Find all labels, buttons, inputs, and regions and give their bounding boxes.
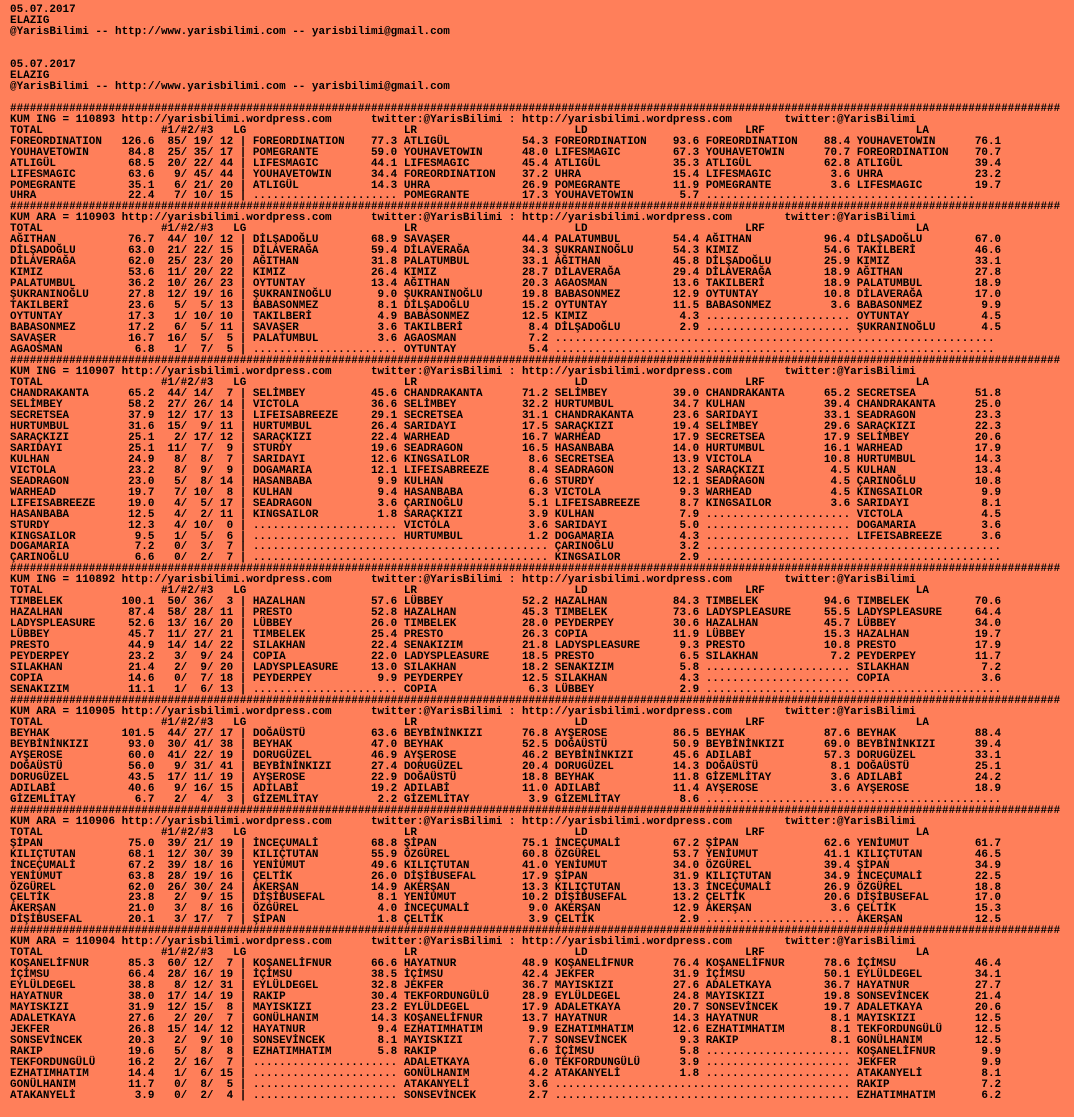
report-line: LIFEISABREEZE 19.0 4/ 5/ 17 | SEADRAGON 3.6 ÇARINOĞLU 5.1 LIFEISABREEZE 8.7 KINGSAILOR 3.6 SARIDAYI 8.1 bbox=[10, 497, 1002, 510]
report-line: SARIDAYI 25.1 11/ 7/ 9 | STURDY 19.6 SEADRAGON 16.5 HASANBABA 14.0 HURTUMBUL 16.1 WARHEAD 17.9 bbox=[10, 442, 1002, 455]
report-line: SARAÇKIZI 25.1 2/ 17/ 12 | SARAÇKIZI 22.4 WARHEAD 16.7 WARHEAD 17.9 SECRETSEA 17.9 SELİMBEY 20.6 bbox=[10, 431, 1002, 444]
report-line: ################################################################################################################################################################ bbox=[10, 102, 1061, 115]
report-line: DİŞİBUSEFAL 20.1 3/ 17/ 7 | ŞİPAN 1.8 ÇELTİK 3.9 ÇELTİK 2.9 ...................... AKERŞAN 12.5 bbox=[10, 914, 1002, 927]
report-line: HAZALHAN 87.4 58/ 28/ 11 | PRESTO 52.8 HAZALHAN 45.3 TIMBELEK 73.6 LADYSPLEASURE 55.5 LADYSPLEASURE 64.4 bbox=[10, 607, 1002, 620]
report-line: KUM ARA = 110906 http://yarisbilimi.wordpress.com twitter:@YarisBilimi : http://yarisbilimi.wordpress.com twitter:@YarisBilimi bbox=[10, 815, 916, 828]
report-line: 05.07.2017 bbox=[10, 58, 76, 71]
report-line: ÖZGÜREL 62.0 26/ 30/ 24 | AKERŞAN 14.9 AKERŞAN 13.3 KILIÇTUTAN 13.3 İNCEÇUMALİ 26.9 ÖZGÜREL 18.8 bbox=[10, 881, 1002, 894]
report-line: DİLŞADOĞLU 63.0 21/ 22/ 15 | DİLAVERAĞA 59.4 DİLAVERAĞA 34.3 ŞUKRANINOĞLU 54.3 KIMIZ 54.6 TAKILBERİ 46.6 bbox=[10, 245, 1002, 258]
report-line: YENİUMUT 63.8 28/ 19/ 16 | ÇELTİK 26.0 DİŞİBUSEFAL 17.9 ŞİPAN 31.9 KILIÇTUTAN 34.9 İNCEÇUMALİ 22.5 bbox=[10, 870, 1002, 883]
report-line: @YarisBilimi -- http://www.yarisbilimi.com -- yarisbilimi@gmail.com bbox=[10, 25, 450, 38]
report-line: DOĞAÜSTÜ 56.0 9/ 31/ 41 | BEYBİNİNKIZI 27.4 DORUGÜZEL 20.4 DORUGÜZEL 14.3 DOĞAÜSTÜ 8.1 DOĞAÜSTÜ 25.1 bbox=[10, 760, 1002, 773]
report-line: TOTAL #1/#2/#3 LG LR LD LRF LA bbox=[10, 376, 929, 389]
report-line: KUM ARA = 110905 http://yarisbilimi.wordpress.com twitter:@YarisBilimi : http://yarisbilimi.wordpress.com twitter:@YarisBilimi bbox=[10, 706, 916, 718]
report-line: OYTUNTAY 17.3 1/ 10/ 10 | TAKILBERİ 4.9 BABASONMEZ 12.5 KIMIZ 4.3 ...................... OYTUNTAY 4.5 bbox=[10, 311, 1002, 324]
report-line: ################################################################################################################################################################ bbox=[10, 925, 1061, 938]
report-line: SILAKHAN 21.4 2/ 9/ 20 | LADYSPLEASURE 13.0 SILAKHAN 18.2 SENAKIZIM 5.8 ...................... SILAKHAN 7.2 bbox=[10, 662, 1002, 675]
report-line: POMEGRANTE 35.1 6/ 21/ 20 | ATLIGÜL 14.3 UHRA 26.9 POMEGRANTE 11.9 POMEGRANTE 3.6 LIFESMAGIC 19.7 bbox=[10, 179, 1002, 192]
report-line: HURTUMBUL 31.6 15/ 9/ 11 | HURTUMBUL 26.4 SARIDAYI 17.5 SARAÇKIZI 19.4 SELİMBEY 29.6 SARAÇKIZI 22.3 bbox=[10, 420, 1002, 433]
report-line: MAYISKIZI 31.9 12/ 15/ 8 | MAYISKIZI 23.2 EYLÜLDEGEL 17.9 ADALETKAYA 20.7 SONSEVİNCEK 19.7 ADALETKAYA 20.6 bbox=[10, 1002, 1002, 1015]
report-line: GONÜLHANIM 11.7 0/ 8/ 5 | ...................... ATAKANYELİ 3.6 ............................................. RAKIP 7.2 bbox=[10, 1078, 1002, 1091]
report-line: EZHATIMHATIM 14.4 1/ 6/ 15 | ...................... GONÜLHANIM 4.2 ATAKANYELİ 1.8 ...................... ATAKANYELİ 8.1 bbox=[10, 1067, 1002, 1080]
report-line: İNCEÇUMALİ 67.2 39/ 18/ 16 | YENİUMUT 49.6 KILIÇTUTAN 41.0 YENİUMUT 34.0 ÖZGÜREL 39.4 ŞİPAN 34.9 bbox=[10, 859, 1002, 872]
report-line: SELİMBEY 58.2 27/ 26/ 14 | VICTOLA 36.6 SELİMBEY 32.2 HURTUMBUL 34.7 KULHAN 39.4 CHANDRAKANTA 25.0 bbox=[10, 398, 1002, 411]
report-line: HASANBABA 12.5 4/ 2/ 11 | KINGSAILOR 1.8 SARAÇKIZI 3.9 KULHAN 7.9 ...................... VICTOLA 4.5 bbox=[10, 508, 1002, 521]
report-line: ATLIGÜL 68.5 20/ 22/ 44 | LIFESMAGIC 44.1 LIFESMAGIC 45.4 ATLIGÜL 35.3 ATLIGÜL 62.8 ATLIGÜL 39.4 bbox=[10, 157, 1002, 170]
report-line: BEYBİNİNKIZI 93.0 30/ 41/ 38 | BEYHAK 47.0 BEYHAK 52.5 DOĞAÜSTÜ 50.9 BEYBİNİNKIZI 69.0 BEYBİNİNKIZI 39.4 bbox=[10, 738, 1002, 751]
report-line: BABASONMEZ 17.2 6/ 5/ 11 | SAVAŞER 3.6 TAKILBERİ 8.4 DİLŞADOĞLU 2.9 ...................... ŞUKRANINOĞLU 4.5 bbox=[10, 322, 1002, 335]
report-line: DOGAMARIA 7.2 0/ 3/ 7 | ............................................. ÇARINOĞLU 3.2 ............................................. bbox=[10, 541, 1002, 554]
report-line: SONSEVİNCEK 20.3 2/ 9/ 10 | SONSEVİNCEK 8.1 MAYISKIZI 7.7 SONSEVİNCEK 9.3 RAKIP 8.1 GONÜLHANIM 12.5 bbox=[10, 1035, 1002, 1048]
report-line: JEKFER 26.8 15/ 14/ 12 | HAYATNUR 9.4 EZHATIMHATIM 9.9 EZHATIMHATIM 12.6 EZHATIMHATIM 8.1 TEKFORDUNGÜLÜ 12.5 bbox=[10, 1024, 1002, 1037]
report-line: FOREORDINATION 126.6 85/ 19/ 12 | FOREORDINATION 77.3 ATLIGÜL 54.3 FOREORDINATION 93.6 FOREORDINATION 88.4 YOUHAVETOWIN 76.1 bbox=[10, 135, 1002, 148]
report-line: WARHEAD 19.7 7/ 10/ 8 | KULHAN 9.4 HASANBABA 6.3 VICTOLA 9.3 WARHEAD 4.5 KINGSAILOR 9.9 bbox=[10, 486, 1002, 499]
report-line: PEYDERPEY 23.2 3/ 9/ 24 | COPIA 22.0 LADYSPLEASURE 18.5 PRESTO 6.5 SILAKHAN 7.2 PEYDERPEY 11.7 bbox=[10, 651, 1002, 664]
report-line: CHANDRAKANTA 65.2 44/ 14/ 7 | SELİMBEY 45.6 CHANDRAKANTA 71.2 SELİMBEY 39.0 CHANDRAKANTA 65.2 SECRETSEA 51.8 bbox=[10, 387, 1002, 400]
report-line: PRESTO 44.9 14/ 14/ 22 | SILAKHAN 22.4 SENAKIZIM 21.8 LADYSPLEASURE 9.3 PRESTO 10.8 PRESTO 17.9 bbox=[10, 640, 1002, 653]
report-line: 05.07.2017 bbox=[10, 4, 76, 16]
report-line: ATAKANYELİ 3.9 0/ 2/ 4 | ...................... SONSEVİNCEK 2.7 ............................................. EZHATIMHATIM 6.2 bbox=[10, 1089, 1002, 1102]
report-line bbox=[10, 38, 1074, 49]
report-line: HAYATNUR 38.0 17/ 14/ 19 | RAKIP 30.4 TEKFORDUNGÜLÜ 28.9 EYLÜLDEGEL 24.8 MAYISKIZI 19.8 SONSEVİNCEK 21.4 bbox=[10, 991, 1002, 1004]
report-line: LADYSPLEASURE 52.6 13/ 16/ 20 | LÜBBEY 26.0 TIMBELEK 28.0 PEYDERPEY 30.6 HAZALHAN 45.7 LÜBBEY 34.0 bbox=[10, 618, 1002, 631]
report-line: TOTAL #1/#2/#3 LG LR LD LRF LA bbox=[10, 124, 929, 137]
report-line: KIMIZ 53.6 11/ 20/ 22 | KIMIZ 26.4 KIMIZ 28.7 DİLAVERAĞA 29.4 DİLAVERAĞA 18.9 AĞITHAN 27.8 bbox=[10, 267, 1002, 280]
report-line: AGAOSMAN 6.8 1/ 7/ 5 | ...................... OYTUNTAY 5.4 ................................................................... bbox=[10, 344, 995, 357]
report-line: KOŞANELİFNUR 85.3 60/ 12/ 7 | KOŞANELİFNUR 66.6 HAYATNUR 48.9 KOŞANELİFNUR 76.4 KOŞANELİFNUR 78.6 İÇİMSU 46.4 bbox=[10, 958, 1002, 971]
report-line: KUM ARA = 110903 http://yarisbilimi.wordpress.com twitter:@YarisBilimi : http://yarisbilimi.wordpress.com twitter:@YarisBilimi bbox=[10, 212, 916, 225]
report-line: TOTAL #1/#2/#3 LG LR LD LRF LA bbox=[10, 826, 929, 839]
report-line: KULHAN 24.9 8/ 8/ 7 | SARIDAYI 12.6 KINGSAILOR 8.6 SECRETSEA 13.9 VICTOLA 10.8 HURTUMBUL 14.3 bbox=[10, 453, 1002, 466]
report-line: VICTOLA 23.2 8/ 9/ 9 | DOGAMARIA 12.1 LIFEISABREEZE 8.4 SEADRAGON 13.2 SARAÇKIZI 4.5 KULHAN 13.4 bbox=[10, 464, 1002, 477]
report-line: STURDY 12.3 4/ 10/ 0 | ...................... VICTOLA 3.6 SARIDAYI 5.0 ...................... DOGAMARIA 3.6 bbox=[10, 519, 1002, 532]
report-line: ################################################################################################################################################################ bbox=[10, 563, 1061, 576]
report-line: ################################################################################################################################################################ bbox=[10, 804, 1061, 817]
report-line: AKERŞAN 21.0 3/ 8/ 16 | ÖZGÜREL 4.0 İNCEÇUMALİ 9.0 AKERŞAN 12.9 AKERŞAN 3.6 ÇELTİK 15.3 bbox=[10, 903, 1002, 916]
report-line: ELAZIG bbox=[10, 14, 50, 27]
report-line: SENAKIZIM 11.1 1/ 6/ 13 | ...................... COPIA 6.3 LÜBBEY 2.9 ............................................. bbox=[10, 684, 1002, 697]
report-line: TOTAL #1/#2/#3 LG LR LD LRF LA bbox=[10, 716, 929, 729]
report-line bbox=[10, 49, 1074, 60]
report-line: AYŞEROSE 60.0 41/ 22/ 19 | DORUGÜZEL 46.9 AYŞEROSE 46.2 BEYBİNİNKIZI 45.6 ADILABİ 57.3 DORUGÜZEL 33.1 bbox=[10, 749, 1002, 762]
report-line: SECRETSEA 37.9 12/ 17/ 13 | LIFEISABREEZE 29.1 SECRETSEA 31.1 CHANDRAKANTA 23.6 SARIDAYI 33.1 SEADRAGON 23.3 bbox=[10, 409, 1002, 422]
report-line: DORUGÜZEL 43.5 17/ 11/ 19 | AYŞEROSE 22.9 DOĞAÜSTÜ 18.8 BEYHAK 11.8 GİZEMLİTAY 3.6 ADILABİ 24.2 bbox=[10, 771, 1002, 784]
report-line: ################################################################################################################################################################ bbox=[10, 355, 1061, 367]
report-line: TAKILBERİ 23.6 5/ 5/ 13 | BABASONMEZ 8.1 DİLŞADOĞLU 15.2 OYTUNTAY 11.5 BABASONMEZ 3.6 BABASONMEZ 9.9 bbox=[10, 300, 1002, 313]
report-line: SEADRAGON 23.0 5/ 8/ 14 | HASANBABA 9.9 KULHAN 6.6 STURDY 12.1 SEADRAGON 4.5 ÇARINOĞLU 10.8 bbox=[10, 475, 1002, 488]
report-line: UHRA 22.4 7/ 10/ 15 | ...................... POMEGRANTE 17.3 YOUHAVETOWIN 5.7 ......................................... bbox=[10, 190, 975, 203]
report-line: ÇARINOĞLU 6.6 0/ 2/ 7 | ............................................. KINGSAILOR 2.9 ............................................. bbox=[10, 552, 1002, 565]
report-line: İÇİMSU 66.4 28/ 16/ 19 | İÇİMSU 38.5 İÇİMSU 42.4 JEKFER 31.9 İÇİMSU 50.1 EYLÜLDEGEL 34.1 bbox=[10, 969, 1002, 982]
report-line: TOTAL #1/#2/#3 LG LR LD LRF LA bbox=[10, 585, 929, 598]
report-line: ELAZIG bbox=[10, 69, 50, 82]
report-line: RAKIP 19.6 5/ 8/ 8 | EZHATIMHATIM 5.8 RAKIP 6.6 İÇİMSU 5.8 ...................... KOŞANELİFNUR 9.9 bbox=[10, 1046, 1002, 1059]
report-line: TOTAL #1/#2/#3 LG LR LD LRF LA bbox=[10, 947, 929, 960]
report-line: LÜBBEY 45.7 11/ 27/ 21 | TIMBELEK 25.4 PRESTO 26.3 COPIA 11.9 LÜBBEY 15.3 HAZALHAN 19.7 bbox=[10, 629, 1002, 642]
report-line: KILIÇTUTAN 68.1 12/ 30/ 39 | KILIÇTUTAN 55.9 ÖZGÜREL 60.8 ÖZGÜREL 53.7 YENİUMUT 41.1 KILIÇTUTAN 46.5 bbox=[10, 848, 1002, 861]
report-line: SAVAŞER 16.7 16/ 5/ 5 | PALATUMBUL 3.6 AGAOSMAN 7.2 ................................................................... bbox=[10, 333, 995, 346]
report-line: KUM ING = 110907 http://yarisbilimi.wordpress.com twitter:@YarisBilimi : http://yarisbilimi.wordpress.com twitter:@YarisBilimi bbox=[10, 365, 916, 378]
report-line: TEKFORDUNGÜLÜ 16.2 2/ 16/ 7 | ...................... ADALETKAYA 6.0 TEKFORDUNGÜLÜ 3.9 ...................... JEKFER 9.9 bbox=[10, 1057, 1002, 1069]
report-line: GİZEMLİTAY 6.7 2/ 4/ 3 | GİZEMLİTAY 2.2 GİZEMLİTAY 3.9 GİZEMLİTAY 8.6 ............................................. bbox=[10, 793, 1002, 806]
report-line: COPIA 14.6 0/ 7/ 18 | PEYDERPEY 9.9 PEYDERPEY 12.5 SILAKHAN 4.3 ...................... COPIA 3.6 bbox=[10, 673, 1002, 686]
report-line: LIFESMAGIC 63.6 9/ 45/ 44 | YOUHAVETOWIN 34.4 FOREORDINATION 37.2 UHRA 15.4 LIFESMAGIC 3.6 UHRA 23.2 bbox=[10, 168, 1002, 181]
report-line: KUM ING = 110892 http://yarisbilimi.wordpress.com twitter:@YarisBilimi : http://yarisbilimi.wordpress.com twitter:@YarisBilimi bbox=[10, 574, 916, 587]
report-line: TOTAL #1/#2/#3 LG LR LD LRF LA bbox=[10, 223, 929, 236]
report-line: PALATUMBUL 36.2 10/ 26/ 23 | OYTUNTAY 13.4 AĞITHAN 20.3 AGAOSMAN 13.6 TAKILBERİ 18.9 PALATUMBUL 18.9 bbox=[10, 278, 1002, 291]
report-line: ŞUKRANINOĞLU 27.8 12/ 19/ 16 | ŞUKRANINOĞLU 9.0 ŞUKRANINOĞLU 19.8 BABASONMEZ 12.9 OYTUNTAY 10.8 DİLAVERAĞA 17.0 bbox=[10, 289, 1002, 302]
report-line: @YarisBilimi -- http://www.yarisbilimi.com -- yarisbilimi@gmail.com bbox=[10, 80, 450, 93]
report-line: ADILABİ 40.6 9/ 16/ 15 | ADILABİ 19.2 ADILABİ 11.0 ADILABİ 11.4 AYŞEROSE 3.6 AYŞEROSE 18.9 bbox=[10, 782, 1002, 795]
report-line: BEYHAK 101.5 44/ 27/ 17 | DOĞAÜSTÜ 63.6 BEYBİNİNKIZI 76.8 AYŞEROSE 86.5 BEYHAK 87.6 BEYHAK 88.4 bbox=[10, 727, 1002, 740]
report-line: TIMBELEK 100.1 50/ 36/ 3 | HAZALHAN 57.6 LÜBBEY 52.2 HAZALHAN 84.3 TIMBELEK 94.6 TIMBELEK 70.6 bbox=[10, 596, 1002, 609]
report-line: KUM ING = 110893 http://yarisbilimi.wordpress.com twitter:@YarisBilimi : http://yarisbilimi.wordpress.com twitter:@YarisBilimi bbox=[10, 113, 916, 126]
report-line: EYLÜLDEGEL 38.8 8/ 12/ 31 | EYLÜLDEGEL 32.8 JEKFER 36.7 MAYISKIZI 27.6 ADALETKAYA 36.7 HAYATNUR 27.7 bbox=[10, 980, 1002, 993]
report-line: ÇELTİK 23.8 2/ 9/ 15 | DİŞİBUSEFAL 8.1 YENİUMUT 10.2 DİŞİBUSEFAL 13.2 ÇELTİK 20.6 DİŞİBUSEFAL 17.0 bbox=[10, 892, 1002, 905]
report-line: YOUHAVETOWIN 84.8 25/ 35/ 17 | POMEGRANTE 59.0 YOUHAVETOWIN 48.0 LIFESMAGIC 67.3 YOUHAVETOWIN 70.7 FOREORDINATION 70.7 bbox=[10, 146, 1002, 159]
report-line: ADALETKAYA 27.6 2/ 20/ 7 | GONÜLHANIM 14.3 KOŞANELİFNUR 13.7 HAYATNUR 14.3 HAYATNUR 8.1 MAYISKIZI 12.5 bbox=[10, 1013, 1002, 1026]
report-line: ################################################################################################################################################################ bbox=[10, 695, 1061, 708]
report-line: ŞİPAN 75.0 39/ 21/ 19 | İNCEÇUMALİ 68.8 ŞİPAN 75.1 İNCEÇUMALİ 67.2 ŞİPAN 62.6 YENİUMUT 61.7 bbox=[10, 837, 1002, 850]
report-line: KUM ARA = 110904 http://yarisbilimi.wordpress.com twitter:@YarisBilimi : http://yarisbilimi.wordpress.com twitter:@YarisBilimi bbox=[10, 936, 916, 949]
report-line: DİLAVERAĞA 62.0 25/ 23/ 20 | AĞITHAN 31.8 PALATUMBUL 33.1 AĞITHAN 45.8 DİLŞADOĞLU 25.9 KIMIZ 33.1 bbox=[10, 256, 1002, 269]
report-line: ################################################################################################################################################################ bbox=[10, 201, 1061, 214]
report-line: AĞITHAN 76.7 44/ 10/ 12 | DİLŞADOĞLU 68.9 SAVAŞER 44.4 PALATUMBUL 54.4 AĞITHAN 96.4 DİLŞADOĞLU 67.0 bbox=[10, 234, 1002, 247]
report-line: KINGSAILOR 9.5 1/ 5/ 6 | ...................... HURTUMBUL 1.2 DOGAMARIA 4.3 ...................... LIFEISABREEZE 3.6 bbox=[10, 530, 1002, 543]
